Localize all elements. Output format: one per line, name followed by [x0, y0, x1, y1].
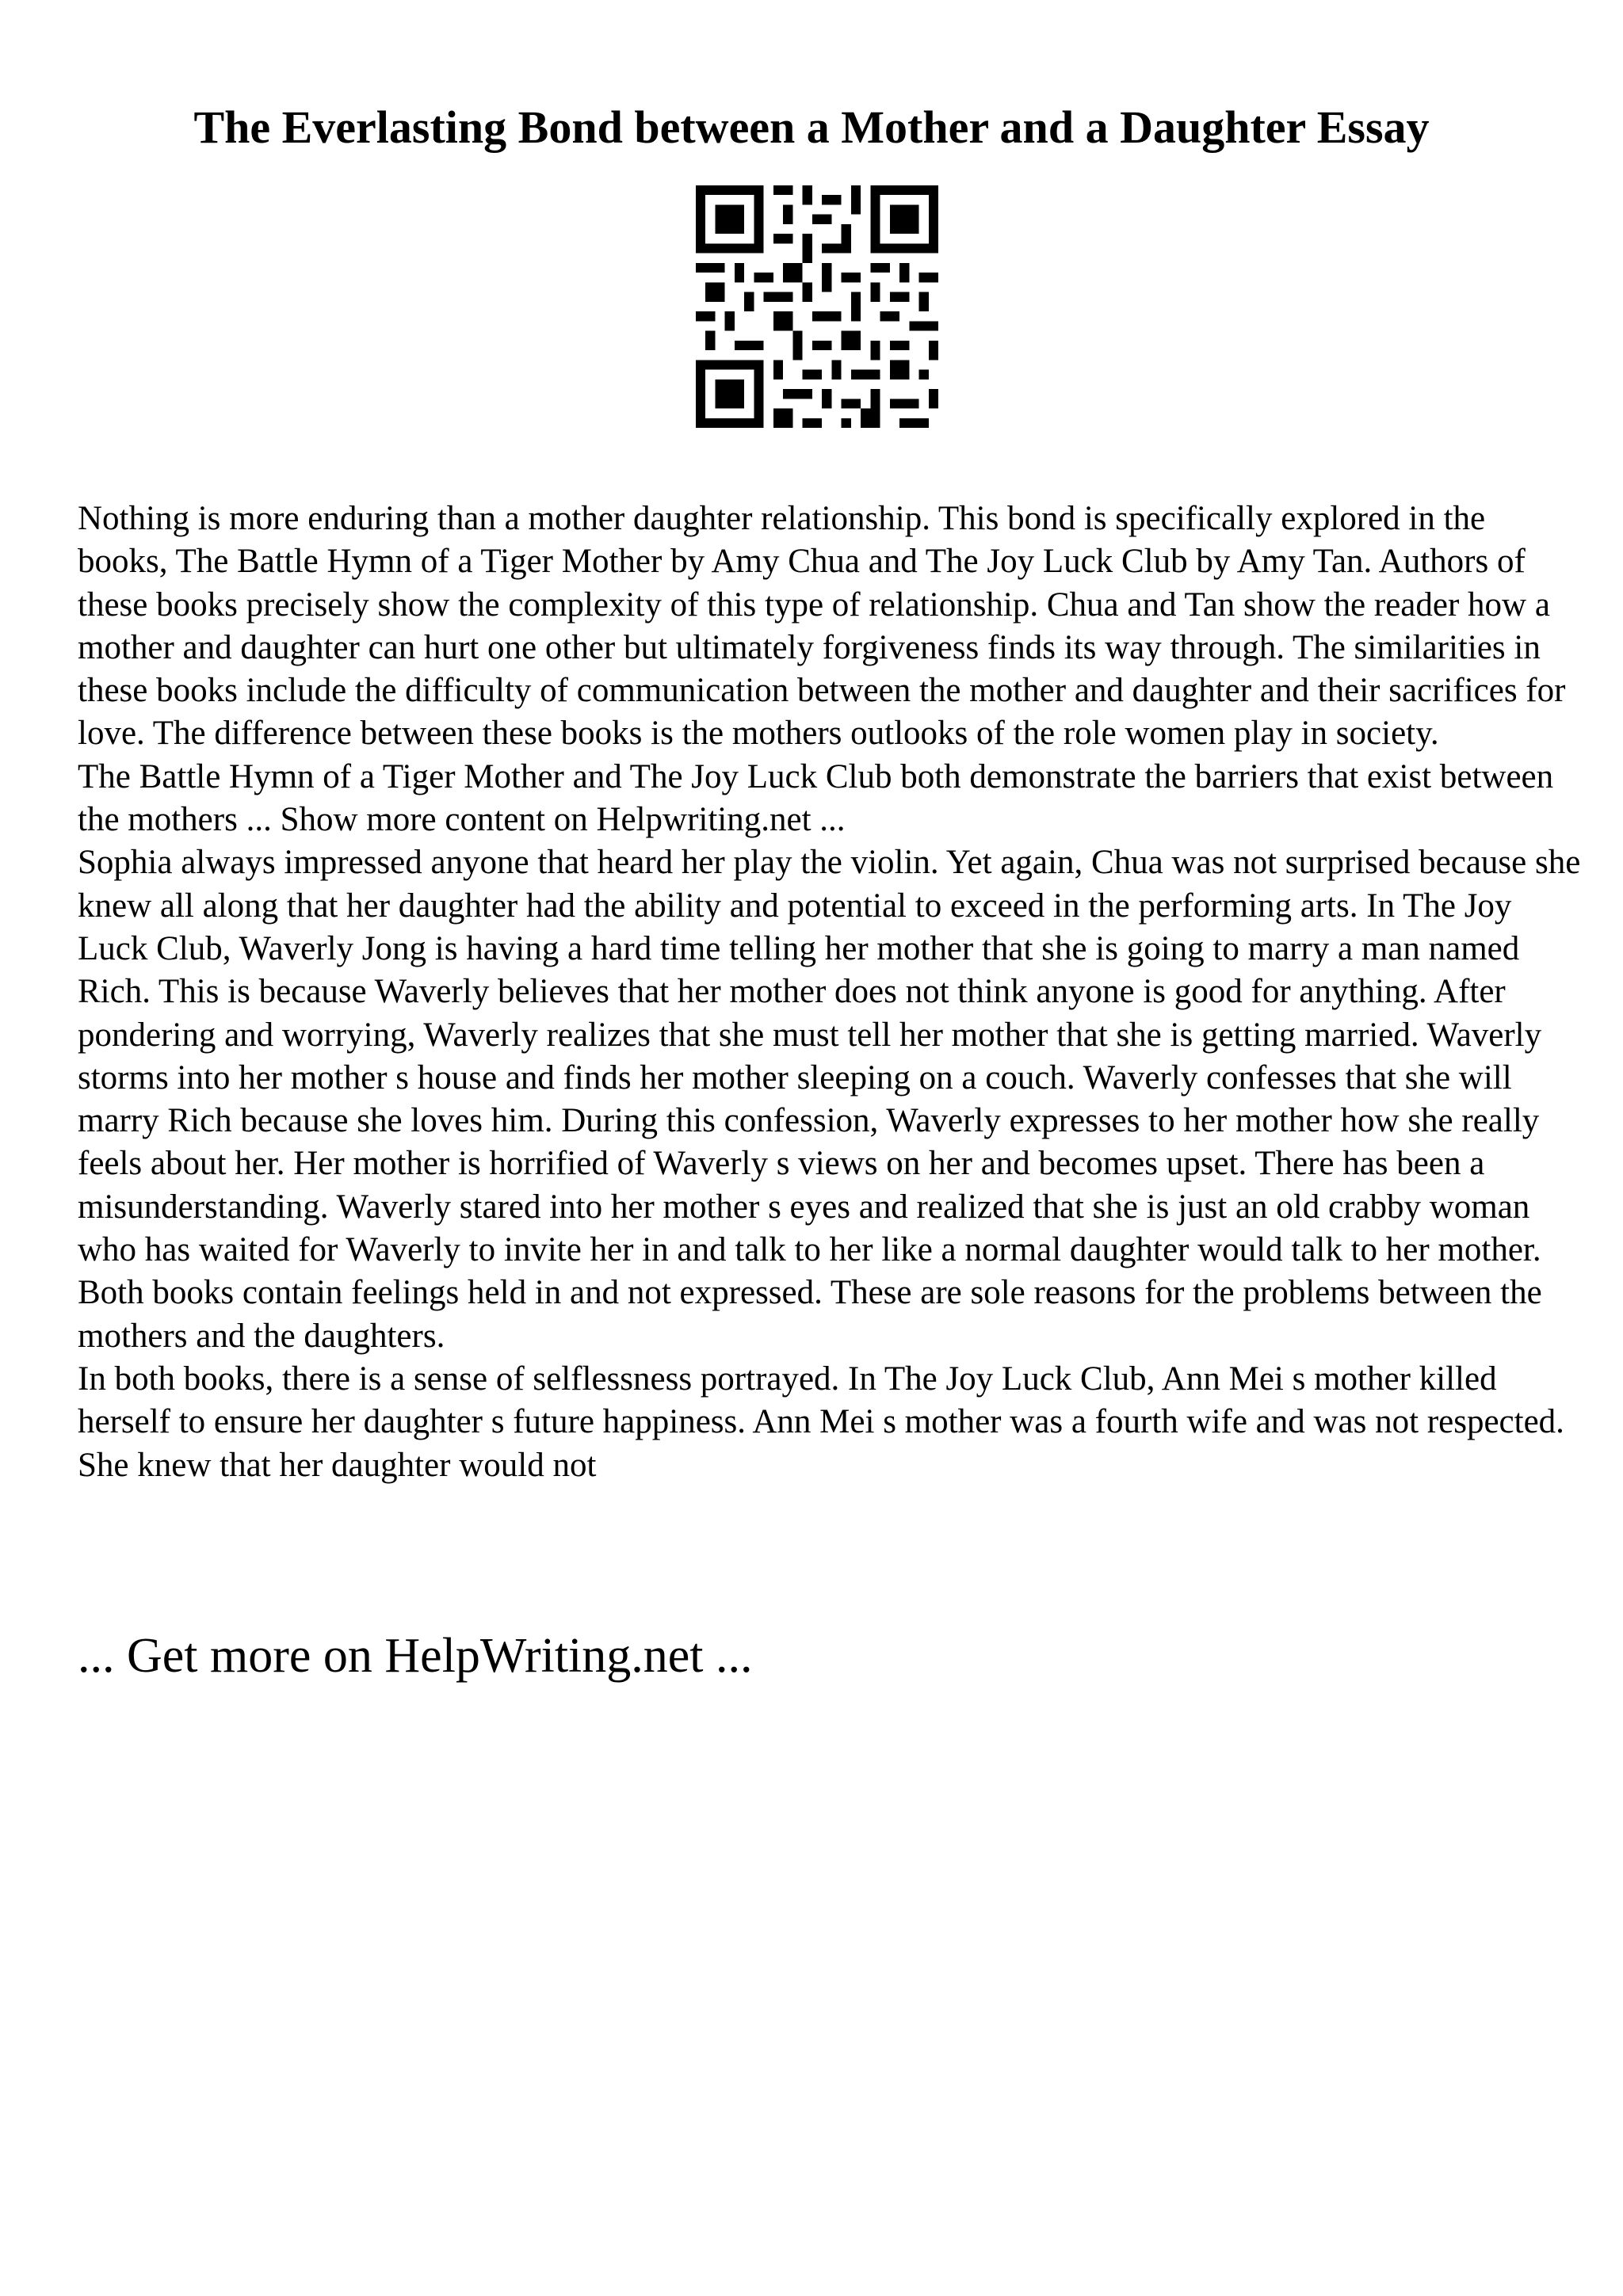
- paragraph-1: Nothing is more enduring than a mother daughter relationship. This bond is specifically explored in the books, The Battle Hymn of a Tiger Mother by Amy Chua and The Joy Luck Club by Amy Tan. Authors of these books precisely show the complexity of this type of relationship. Chua and Tan show the reader how a mother and daughter can hurt one other but ultimately forgiveness finds its way through. The similarities in these books include the difficulty of communication between the mother and daughter and their sacrifices for love. The difference between these books is the mothers outlooks of the role women play in society.: [78, 500, 1566, 753]
- page-title: The Everlasting Bond between a Mother and a Daughter Essay: [193, 101, 1430, 153]
- essay-body: [78, 498, 1583, 1487]
- paragraph-4: In both books, there is a sense of selflessness portrayed. In The Joy Luck Club, Ann Mei s mother killed herself to ensure her daughter s future happiness. Ann Mei s mother was a fourth wife and was not respected. She knew that her daughter would not: [78, 1360, 1564, 1484]
- get-more-link[interactable]: ... Get more on HelpWriting.net ...: [78, 1629, 753, 1683]
- paragraph-2: The Battle Hymn of a Tiger Mother and The Joy Luck Club both demonstrate the barriers that exist between the mothers ... Show more content on Helpwriting.net ...: [78, 757, 1554, 839]
- paragraph-3: Sophia always impressed anyone that heard her play the violin. Yet again, Chua was not surprised because she knew all along that her daughter had the ability and potential to exceed in the performing arts. In The Joy Luck Club, Waverly Jong is having a hard time telling her mother that she is going to marry a man named Rich. This is because Waverly believes that her mother does not think anyone is good for anything. After pondering and worrying, Waverly realizes that she must tell her mother that she is getting married. Waverly storms into her mother s house and finds her mother sleeping on a couch. Waverly confesses that she will marry Rich because she loves him. During this confession, Waverly expresses to her mother how she really feels about her. Her mother is horrified of Waverly s views on her and becomes upset. There has been a misunderstanding. Waverly stared into her mother s eyes and realized that she is just an old crabby woman who has waited for Waverly to invite her in and talk to her like a normal daughter would talk to her mother. Both books contain feelings held in and not expressed. These are sole reasons for the problems between the mothers and the daughters.: [78, 844, 1581, 1355]
- qr-code-icon: [696, 185, 938, 428]
